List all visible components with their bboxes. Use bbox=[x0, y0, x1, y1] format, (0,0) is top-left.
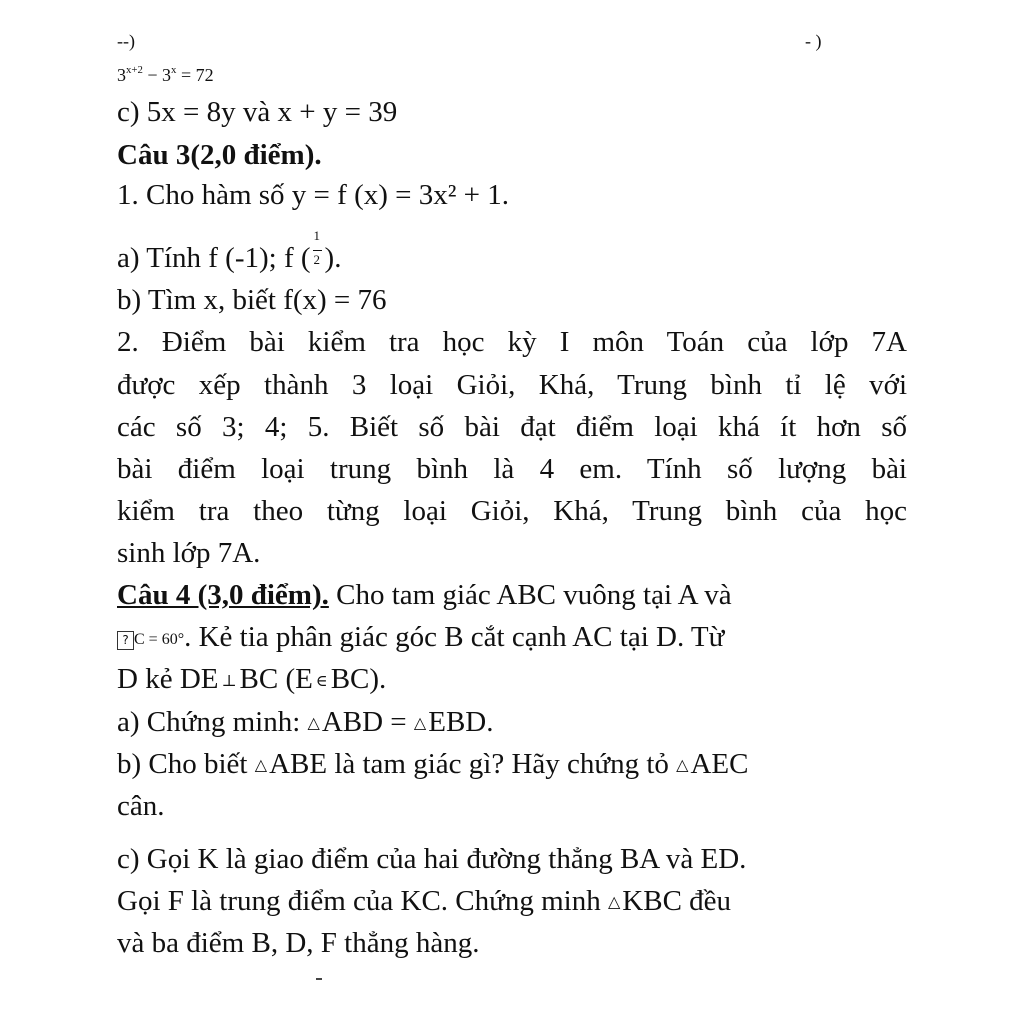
bottom-mark bbox=[316, 978, 322, 980]
cau3-heading: Câu 3(2,0 điểm). bbox=[117, 139, 322, 171]
cau4-line-1: Câu 4 (3,0 điểm). Cho tam giác ABC vuông tại A và bbox=[117, 579, 732, 611]
triangle-symbol: △ bbox=[676, 757, 689, 774]
cau3-item-a: a) Tính f (-1); f ( $\frac{1}{2}$ ). bbox=[117, 228, 342, 274]
cau4-item-b-cont: cân. bbox=[117, 790, 165, 822]
cau3-item2-line-2: được xếp thành 3 loại Giỏi, Khá, Trung bình tỉ lệ với bbox=[117, 369, 907, 401]
triangle-symbol: △ bbox=[307, 715, 320, 732]
cau3-item2-line-4: bài điểm loại trung bình là 4 em. Tính số lượng bài bbox=[117, 453, 907, 485]
triangle-symbol: △ bbox=[413, 715, 427, 732]
cau4-item-a: a) Chứng minh: △ABD = △EBD. bbox=[117, 706, 494, 738]
cau4-heading: Câu 4 (3,0 điểm). bbox=[117, 579, 329, 611]
cau4-line-2: ? C = 60°. Kẻ tia phân giác góc B cắt cạnh AC tại D. Từ bbox=[117, 620, 724, 657]
cau3-item2-line-5: kiểm tra theo từng loại Giỏi, Khá, Trung bình của học bbox=[117, 495, 907, 527]
cau3-item2-line-6: sinh lớp 7A. bbox=[117, 537, 261, 569]
cau4-item-c-line-2: Gọi F là trung điểm của KC. Chứng minh △KBC đều bbox=[117, 885, 732, 917]
top-left-fragment: --) bbox=[117, 31, 135, 51]
angle-value: C = 60° bbox=[134, 631, 185, 648]
cau3-item2-line-1: 2. Điểm bài kiểm tra học kỳ I môn Toán của lớp 7A bbox=[117, 326, 907, 358]
cau4-item-c-line-3: và ba điểm B, D, F thẳng hàng. bbox=[117, 927, 480, 959]
exponential-equation: $3^{x+2} - 3^x = 72$ bbox=[117, 63, 214, 85]
cau4-line-3: D kẻ DE ⊥ BC (E ∈ BC). bbox=[117, 663, 387, 695]
top-right-fragment: - ) bbox=[805, 31, 822, 51]
fraction-one-half: $\frac{1}{2}$ bbox=[313, 228, 321, 267]
cau3-item1: 1. Cho hàm số y = f (x) = 3x² + 1. bbox=[117, 179, 510, 211]
cau4-item-b: b) Cho biết △ABE là tam giác gì? Hãy chứng tỏ △AEC bbox=[117, 748, 749, 780]
missing-glyph-icon: ? bbox=[117, 631, 134, 650]
cau3-item-b: b) Tìm x, biết f(x) = 76 bbox=[117, 284, 387, 316]
cau3-item2-line-3: các số 3; 4; 5. Biết số bài đạt điểm loại khá ít hơn số bbox=[117, 411, 907, 443]
triangle-symbol: △ bbox=[254, 757, 268, 774]
triangle-symbol: △ bbox=[607, 894, 621, 911]
perpendicular-symbol: ⊥ bbox=[221, 673, 237, 690]
cau4-item-c-line-1: c) Gọi K là giao điểm của hai đường thẳng BA và ED. bbox=[117, 843, 747, 875]
equation-c: c) 5x = 8y và x + y = 39 bbox=[117, 96, 398, 128]
element-of-symbol: ∈ bbox=[315, 673, 328, 690]
